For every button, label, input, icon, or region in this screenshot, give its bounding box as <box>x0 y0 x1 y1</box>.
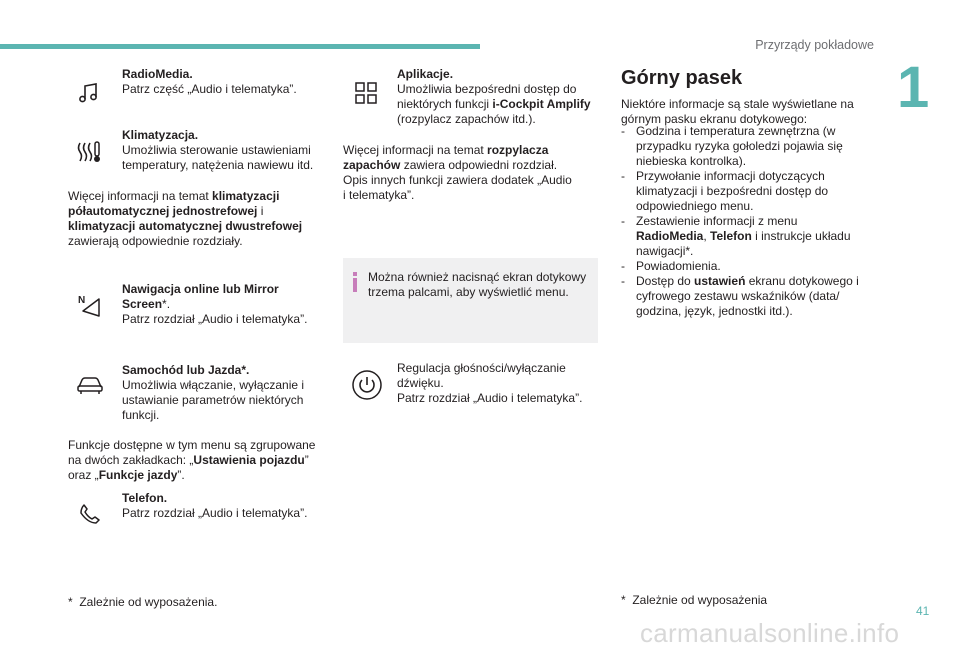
funkcje-info-bold-2: Funkcje jazdy <box>98 468 178 482</box>
right-footnote-star: * <box>621 593 626 607</box>
car-icon <box>76 375 104 395</box>
funkcje-info-text-3: ”. <box>177 468 185 482</box>
list-item: - Powiadomienia. <box>621 259 861 274</box>
glosnosc-text: Regulacja głośności/wyłączanie dźwięku. <box>397 361 566 390</box>
klimatyzacja-entry <box>122 128 322 173</box>
list-item-3-text-c: , <box>703 229 711 243</box>
chapter-number: 1 <box>897 55 930 120</box>
aplikacje-bold: i-Cockpit Amplify <box>492 97 591 111</box>
aplikacje-text-2: (rozpylacz zapachów itd.). <box>397 112 536 126</box>
rozpylacz-info-text-2: zawiera odpowiedni rozdział. <box>400 158 558 172</box>
watermark: carmanualsonline.info <box>640 618 900 648</box>
nawigacja-text: Patrz rozdział „Audio i telematyka”. <box>122 312 308 326</box>
telefon-title: Telefon. <box>122 491 168 505</box>
samochod-text: Umożliwia włączanie, wyłączanie i ustawianie parametrów niektórych funkcji. <box>122 378 305 422</box>
nawigacja-title-star: * <box>162 297 167 311</box>
klima-info-paragraph <box>68 189 318 249</box>
funkcje-info-bold-1: Ustawienia pojazdu <box>193 453 305 467</box>
radiomedia-entry <box>122 67 322 97</box>
gorny-pasek-intro: Niektóre informacje są stale wyświetlane na górnym pasku ekranu dotykowego: <box>621 97 854 126</box>
klima-info-bold-2: klimatyzacji automatycznej dwustrefowej <box>68 219 303 233</box>
nawigacja-entry <box>122 282 322 327</box>
left-footnote-text: Zależnie od wyposażenia. <box>79 595 218 609</box>
klima-info-text-2: i <box>257 204 264 218</box>
gorny-pasek-list <box>621 124 861 319</box>
list-item-3-bold-2: Telefon <box>710 229 752 243</box>
list-item-5-bold: ustawień <box>694 274 746 288</box>
left-footnote <box>68 595 217 610</box>
nawigacja-title <box>122 282 322 312</box>
list-item-3-bold-1: RadioMedia <box>636 229 704 243</box>
glosnosc-text-2: Patrz rozdział „Audio i telematyka”. <box>397 391 583 405</box>
rozpylacz-info-bold: rozpylacza zapachów <box>343 143 549 172</box>
list-item: - Przywołanie informacji dotyczących klimatyzacji i bezpośredni dostęp do odpowiedniego menu. <box>621 169 861 214</box>
list-item <box>621 274 861 319</box>
klima-info-text-1: Więcej informacji na temat <box>68 189 213 203</box>
left-footnote-star: * <box>68 595 73 609</box>
samochod-entry <box>122 363 322 423</box>
rozpylacz-info-paragraph <box>343 143 573 203</box>
aplikacje-text-1: Umożliwia bezpośredni dostęp do niektórych funkcji <box>397 82 577 111</box>
power-button-icon <box>351 369 383 401</box>
telefon-text: Patrz rozdział „Audio i telematyka”. <box>122 506 308 520</box>
info-box-text: Można również nacisnąć ekran dotykowy trzema palcami, aby wyświetlić menu. <box>368 270 587 299</box>
list-item-5-text-a: Dostęp do <box>636 274 695 288</box>
aplikacje-title: Aplikacje. <box>397 67 454 81</box>
glosnosc-entry <box>397 361 597 406</box>
right-footnote <box>621 593 767 608</box>
section-title: Przyrządy pokładowe <box>755 38 874 52</box>
nawigacja-title-text: Nawigacja online lub Mirror Screen <box>122 282 279 311</box>
page-number: 41 <box>916 604 930 618</box>
nawigacja-title-dot: . <box>166 297 171 311</box>
aplikacje-entry <box>397 67 597 127</box>
info-icon <box>350 272 360 292</box>
klima-info-bold-1: klimatyzacji półautomatycznej jednostrefowej <box>68 189 280 218</box>
radiomedia-title: RadioMedia. <box>122 67 193 81</box>
climate-fan-icon <box>76 140 102 164</box>
apps-grid-icon <box>355 82 377 104</box>
navigation-arrow-icon <box>78 294 102 318</box>
rozpylacz-info-text-3: Opis innych funkcji zawiera dodatek „Audio i telematyka”. <box>343 173 572 202</box>
rozpylacz-info-text-1: Więcej informacji na temat <box>343 143 488 157</box>
funkcje-info-text-2: ” oraz „ <box>68 453 309 482</box>
gorny-pasek-heading: Górny pasek <box>621 67 743 89</box>
list-item-5-text-c: ekranu dotykowego i cyfrowego zestawu wskaźników (data/ godzina, język, jednostki itd.). <box>636 274 859 318</box>
funkcje-info-paragraph <box>68 438 320 483</box>
telefon-entry <box>122 491 322 521</box>
radiomedia-text: Patrz część „Audio i telematyka”. <box>122 82 297 96</box>
klimatyzacja-text: Umożliwia sterowanie ustawieniami temperatury, natężenia nawiewu itd. <box>122 143 314 172</box>
funkcje-info-text-1: Funkcje dostępne w tym menu są zgrupowane na dwóch zakładkach: „ <box>68 438 316 467</box>
list-item-3-text-a: Zestawienie informacji z menu <box>636 214 798 228</box>
klima-info-text-3: zawierają odpowiednie rozdziały. <box>68 234 243 248</box>
right-footnote-text: Zależnie od wyposażenia <box>632 593 768 607</box>
header-accent-bar <box>0 44 480 49</box>
klimatyzacja-title: Klimatyzacja. <box>122 128 199 142</box>
list-item <box>621 214 861 259</box>
list-item: - Godzina i temperatura zewnętrzna (w przypadku ryzyka gołoledzi pojawia się niebieska kontrolka). <box>621 124 861 169</box>
phone-handset-icon <box>79 503 101 525</box>
music-note-icon <box>78 82 100 104</box>
list-item-3-text-d: i instrukcje układu nawigacji*. <box>636 229 851 258</box>
svg-text:N: N <box>78 295 86 306</box>
samochod-title: Samochód lub Jazda*. <box>122 363 250 377</box>
